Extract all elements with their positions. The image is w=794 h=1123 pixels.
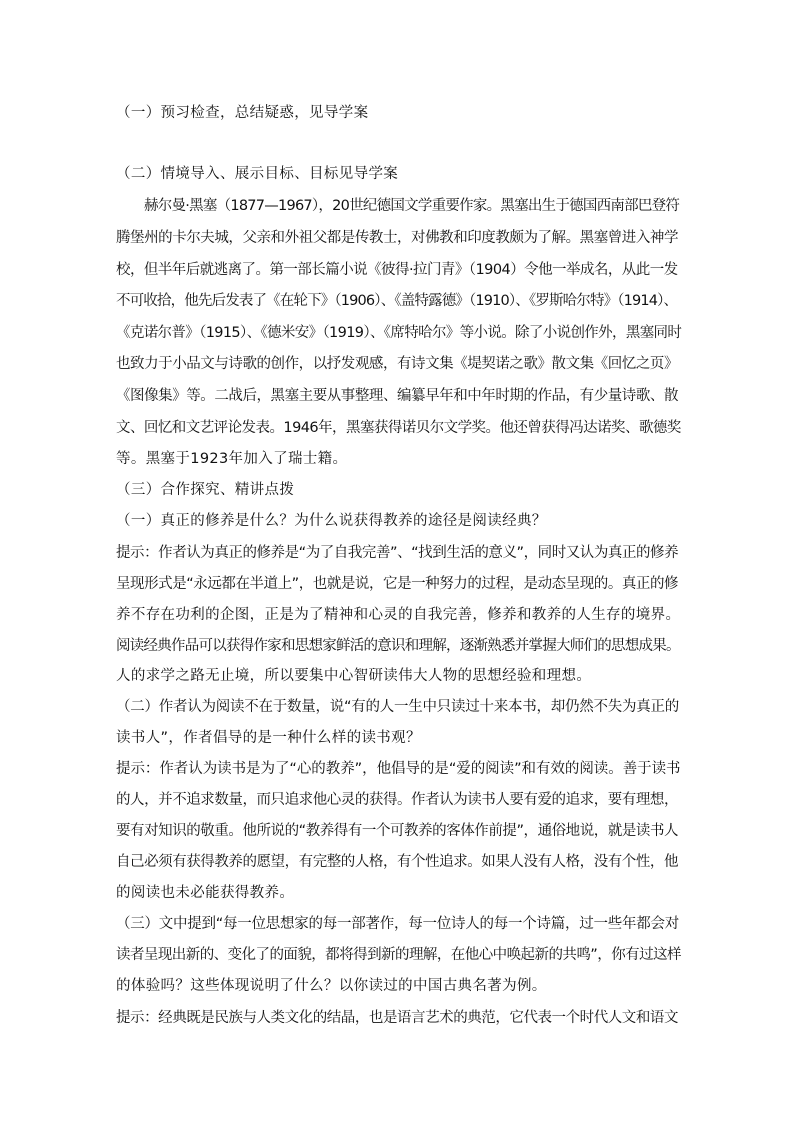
bio-line: 文、回忆和文艺评论发表。1946年，黑塞获得诺贝尔文学奖。他还曾获得冯达诺奖、歌德奖 xyxy=(116,420,681,436)
bio-line: 《克诺尔普》（1915）、《德米安》（1919）、《席特哈尔》等小说。除了小说创作外，黑塞同时 xyxy=(116,325,682,341)
question-line: 读书人”，作者倡导的是一种什么样的读书观？ xyxy=(116,730,421,746)
section-explore-heading: （三）合作探究、精讲点拨 xyxy=(116,482,295,498)
bio-line: 不可收拾，他先后发表了《在轮下》（1906）、《盖特露德》（1910）、《罗斯哈尔特》（1914）、 xyxy=(116,293,678,309)
bio-line: 等。黑塞于1923年加入了瑞士籍。 xyxy=(116,451,348,467)
question-1: （一）真正的修养是什么？为什么说获得教养的途径是阅读经典？ xyxy=(116,513,547,529)
answer-line: 要有对知识的敬重。他所说的“教养得有一个可教养的客体作前提”，通俗地说，就是读书人 xyxy=(116,823,679,839)
answer-line: 人的求学之路无止境，所以要集中心智研读伟大人物的思想经验和理想。 xyxy=(116,668,592,684)
question-line: （二）作者认为阅读不在于数量，说“有的人一生中只读过十来本书，却仍然不失为真正的 xyxy=(116,699,680,715)
section-intro-heading: （二）情境导入、展示目标、目标见导学案 xyxy=(116,166,399,182)
answer-line: 提示：经典既是民族与人类文化的结晶，也是语言艺术的典范，它代表一个时代人文和语文 xyxy=(116,1010,678,1026)
answer-line: 自己必须有获得教养的愿望，有完整的人格，有个性追求。如果人没有人格，没有个性，他 xyxy=(116,854,678,870)
section-preview-heading: （一）预习检查，总结疑惑，见导学案 xyxy=(116,105,369,121)
answer-line: 养不存在功利的企图，正是为了精神和心灵的自我完善，修养和教养的人生存的境界。 xyxy=(116,607,681,623)
answer-line: 的人，并不追求数量，而只追求他心灵的获得。作者认为读书人要有爱的追求，要有理想， xyxy=(116,792,678,808)
answer-line: 的阅读也未必能获得教养。 xyxy=(116,885,295,901)
question-line: （三）文中提到“每一位思想家的每一部著作，每一位诗人的每一个诗篇，过一些年都会对 xyxy=(116,916,680,932)
bio-line: 腾堡州的卡尔夫城，父亲和外祖父都是传教士，对佛教和印度教颇为了解。黑塞曾进入神学 xyxy=(116,230,678,246)
bio-line: 校，但半年后就逃离了。第一部长篇小说《彼得·拉门青》（1904）令他一举成名，从此一发 xyxy=(116,262,678,278)
question-line: 的体验吗？这些体现说明了什么？以你读过的中国古典名著为例。 xyxy=(116,978,547,994)
bio-line: 《图像集》等。二战后，黑塞主要从事整理、编纂早年和中年时期的作品，有少量诗歌、散 xyxy=(116,388,678,404)
question-line: 读者呈现出新的、变化了的面貌，都将得到新的理解，在他心中唤起新的共鸣”，你有过这样 xyxy=(116,947,681,963)
bio-line: 也致力于小品文与诗歌的创作，以抒发观感，有诗文集《堤契诺之歌》散文集《回忆之页》 xyxy=(116,356,678,372)
answer-line: 提示：作者认为真正的修养是“为了自我完善”、“找到生活的意义”，同时又认为真正的修养 xyxy=(116,545,679,561)
answer-line: 提示：作者认为读书是为了“心的教养”，他倡导的是“爱的阅读”和有效的阅读。善于读书 xyxy=(116,761,681,777)
answer-line: 呈现形式是“永远都在半道上”，也就是说，它是一种努力的过程，是动态呈现的。真正的修 xyxy=(116,576,679,592)
bio-line: 赫尔曼·黑塞（1877—1967），20世纪德国文学重要作家。黑塞出生于德国西南部巴登符 xyxy=(144,198,680,214)
answer-line: 阅读经典作品可以获得作家和思想家鲜活的意识和理解，逐渐熟悉并掌握大师们的思想成果。 xyxy=(116,638,680,654)
